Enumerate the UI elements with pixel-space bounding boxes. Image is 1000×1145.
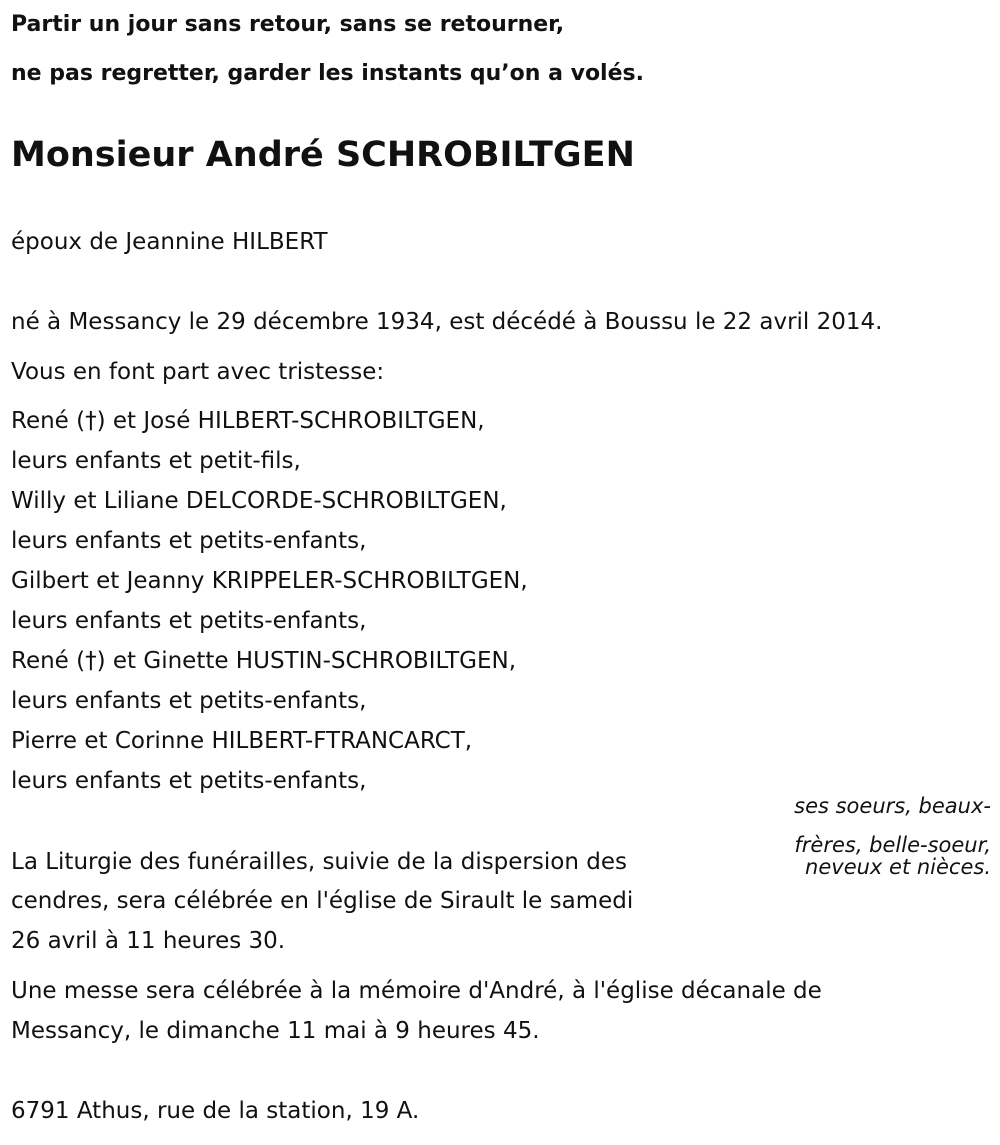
- address-line: 6791 Athus, rue de la station, 19 A.: [11, 1098, 420, 1124]
- mass-line-2: Messancy, le dimanche 11 mai à 9 heures 45.: [11, 1018, 540, 1044]
- family-line: leurs enfants et petits-enfants,: [11, 608, 367, 634]
- funeral-line-2: cendres, sera célébrée en l'église de Sirault le samedi: [11, 888, 634, 914]
- family-line: René (†) et José HILBERT-SCHROBILTGEN,: [11, 408, 485, 434]
- family-line: leurs enfants et petit-fils,: [11, 448, 301, 474]
- announce-intro: Vous en font part avec tristesse:: [11, 359, 385, 385]
- deceased-name: Monsieur André SCHROBILTGEN: [11, 135, 635, 175]
- relatives-note-line-1: ses soeurs, beaux-: [794, 794, 991, 818]
- family-line: Willy et Liliane DELCORDE-SCHROBILTGEN,: [11, 488, 507, 514]
- funeral-line-3: 26 avril à 11 heures 30.: [11, 928, 286, 954]
- mass-line-1: Une messe sera célébrée à la mémoire d'André, à l'église décanale de: [11, 978, 822, 1004]
- family-line: René (†) et Ginette HUSTIN-SCHROBILTGEN,: [11, 648, 517, 674]
- birth-death-line: né à Messancy le 29 décembre 1934, est décédé à Boussu le 22 avril 2014.: [11, 309, 883, 335]
- funeral-line-1: La Liturgie des funérailles, suivie de la dispersion des: [11, 849, 627, 875]
- family-line: Pierre et Corinne HILBERT-FTRANCARCT,: [11, 728, 473, 754]
- epigraph-line-1: Partir un jour sans retour, sans se retourner,: [11, 12, 565, 37]
- family-line: leurs enfants et petits-enfants,: [11, 768, 367, 794]
- spouse-line: époux de Jeannine HILBERT: [11, 229, 328, 255]
- relatives-note-line-3: neveux et nièces.: [805, 855, 991, 879]
- epigraph-line-2: ne pas regretter, garder les instants qu’on a volés.: [11, 61, 644, 86]
- family-line: Gilbert et Jeanny KRIPPELER-SCHROBILTGEN,: [11, 568, 528, 594]
- relatives-note-line-2: frères, belle-soeur,: [794, 833, 991, 857]
- family-line: leurs enfants et petits-enfants,: [11, 688, 367, 714]
- family-line: leurs enfants et petits-enfants,: [11, 528, 367, 554]
